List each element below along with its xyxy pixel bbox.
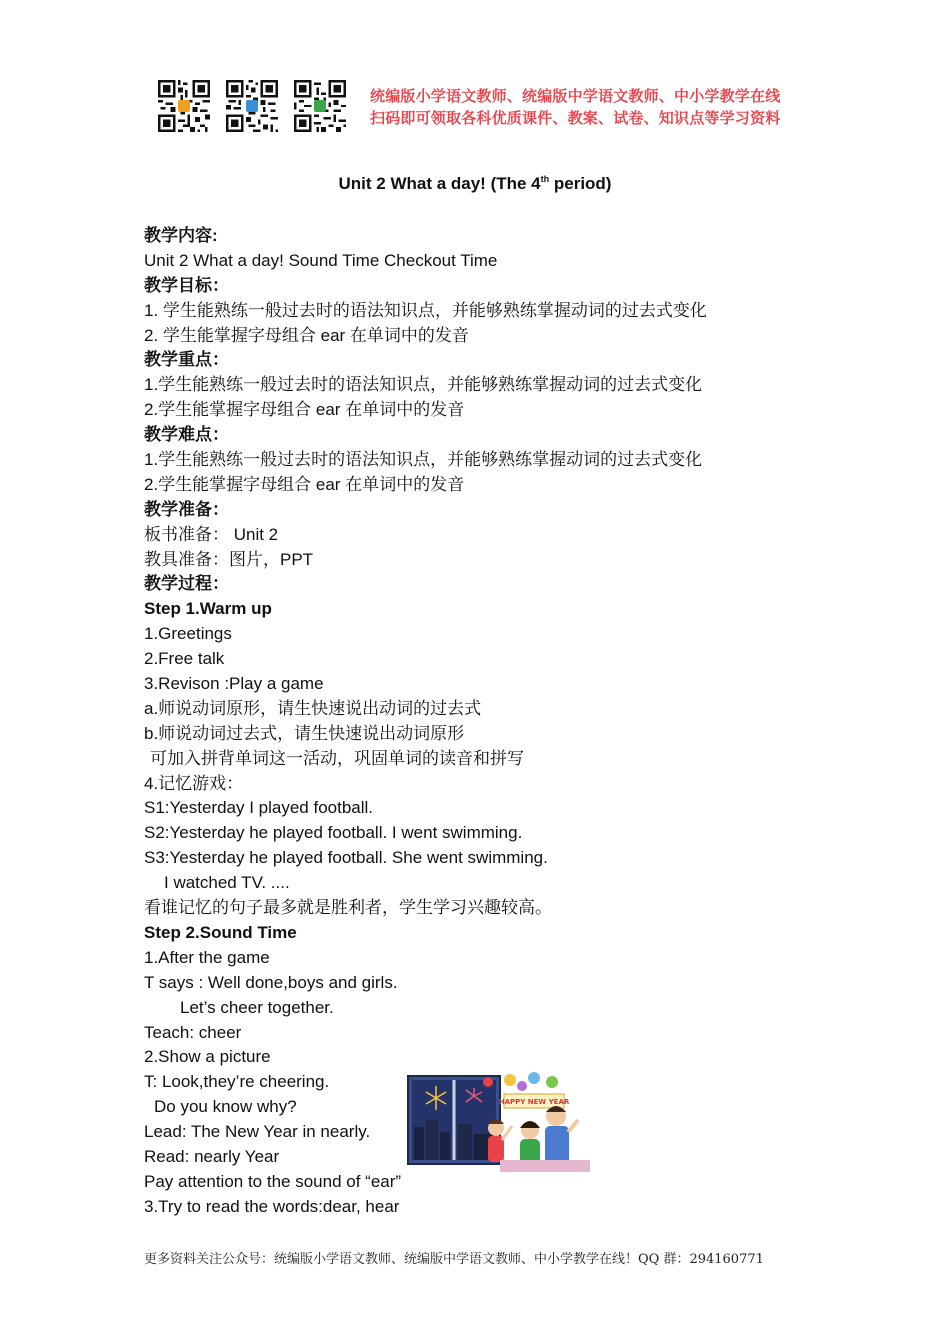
text-line: Read: nearly Year — [144, 1146, 280, 1166]
section-heading: 教学目标： — [144, 275, 229, 295]
text-line: 看谁记忆的句子最多就是胜利者，学生学习兴趣较高。 — [144, 898, 552, 918]
text-line: S1:Yesterday I played football. — [144, 798, 374, 818]
text-line: I watched TV. .... — [164, 873, 290, 893]
text-line: a.师说动词原形，请生快速说出动词的过去式 — [144, 698, 482, 718]
footer-text: 更多资料关注公众号：统编版小学语文教师、统编版中学语文教师、中小学教学在线！QQ 群：294160771 — [144, 1252, 764, 1267]
text-line: 2.学生能掌握字母组合 ear 在单词中的发音 — [144, 400, 465, 420]
lesson-plan-body — [144, 224, 824, 1220]
text-line: 1.Greetings — [144, 624, 232, 644]
text-line: T says : Well done,boys and girls. — [144, 972, 398, 992]
qr-badge — [314, 100, 326, 112]
new-year-cheering-illustration — [406, 1072, 590, 1172]
title-superscript: th — [540, 174, 550, 184]
qr-code-icon[interactable] — [294, 80, 346, 132]
qr-badge — [246, 100, 258, 112]
section-heading: 教学准备： — [144, 499, 229, 519]
banner-text — [370, 86, 780, 130]
text-line: 1. 学生能熟练一般过去时的语法知识点，并能够熟练掌握动词的过去式变化 — [144, 300, 707, 320]
text-line: Teach: cheer — [144, 1022, 242, 1042]
text-line: 1.After the game — [144, 947, 270, 967]
text-line: 1.学生能熟练一般过去时的语法知识点，并能够熟练掌握动词的过去式变化 — [144, 375, 703, 395]
section-heading: 教学内容: — [144, 226, 218, 245]
title-main: Unit 2 What a day! (The 4 — [338, 174, 541, 193]
text-line: 4.记忆游戏： — [144, 773, 244, 793]
section-heading: Step 2.Sound Time — [144, 922, 297, 942]
new-year-banner-text: HAPPY NEW YEAR — [498, 1098, 570, 1106]
qr-code-icon[interactable] — [158, 80, 210, 132]
text-line: 1.学生能熟练一般过去时的语法知识点，并能够熟练掌握动词的过去式变化 — [144, 450, 703, 470]
title-rest: period) — [549, 174, 612, 193]
text-line: 2.学生能掌握字母组合 ear 在单词中的发音 — [144, 474, 465, 494]
text-line: Let’s cheer together. — [180, 997, 334, 1017]
text-line: T: Look,they’re cheering. — [144, 1072, 330, 1092]
text-line: S2:Yesterday he played football. I went swimming. — [144, 823, 523, 843]
section-heading: 教学重点： — [144, 350, 229, 370]
text-line: S3:Yesterday he played football. She went swimming. — [144, 848, 548, 868]
text-line: 2.Free talk — [144, 649, 225, 669]
banner-line-1: 统编版小学语文教师、统编版中学语文教师、中小学教学在线 — [370, 88, 781, 105]
text-line: 教具准备：图片，PPT — [144, 549, 314, 569]
text-line: 2.Show a picture — [144, 1047, 271, 1067]
section-heading: Step 1.Warm up — [144, 599, 272, 619]
section-heading: 教学难点： — [144, 425, 229, 445]
text-line: 2. 学生能掌握字母组合 ear 在单词中的发音 — [144, 325, 469, 345]
page-title — [0, 174, 950, 194]
qr-badge — [178, 100, 190, 112]
qr-code-icon[interactable] — [226, 80, 278, 132]
text-line: Do you know why? — [154, 1097, 297, 1117]
header-banner — [158, 80, 798, 136]
text-line: 可加入拼背单词这一活动，巩固单词的读音和拼写 — [150, 748, 524, 768]
text-line: Unit 2 What a day! Sound Time Checkout Time — [144, 250, 498, 270]
text-line: Lead: The New Year in nearly. — [144, 1122, 371, 1142]
section-heading: 教学过程： — [144, 574, 229, 594]
banner-line-2: 扫码即可领取各科优质课件、教案、试卷、知识点等学习资料 — [370, 110, 781, 127]
text-line: b.师说动词过去式，请生快速说出动词原形 — [144, 723, 465, 743]
text-line: 板书准备： Unit 2 — [144, 524, 279, 544]
text-line: 3.Try to read the words:dear, hear — [144, 1196, 400, 1216]
text-line: 3.Revison :Play a game — [144, 674, 324, 694]
text-line: Pay attention to the sound of “ear” — [144, 1171, 402, 1191]
